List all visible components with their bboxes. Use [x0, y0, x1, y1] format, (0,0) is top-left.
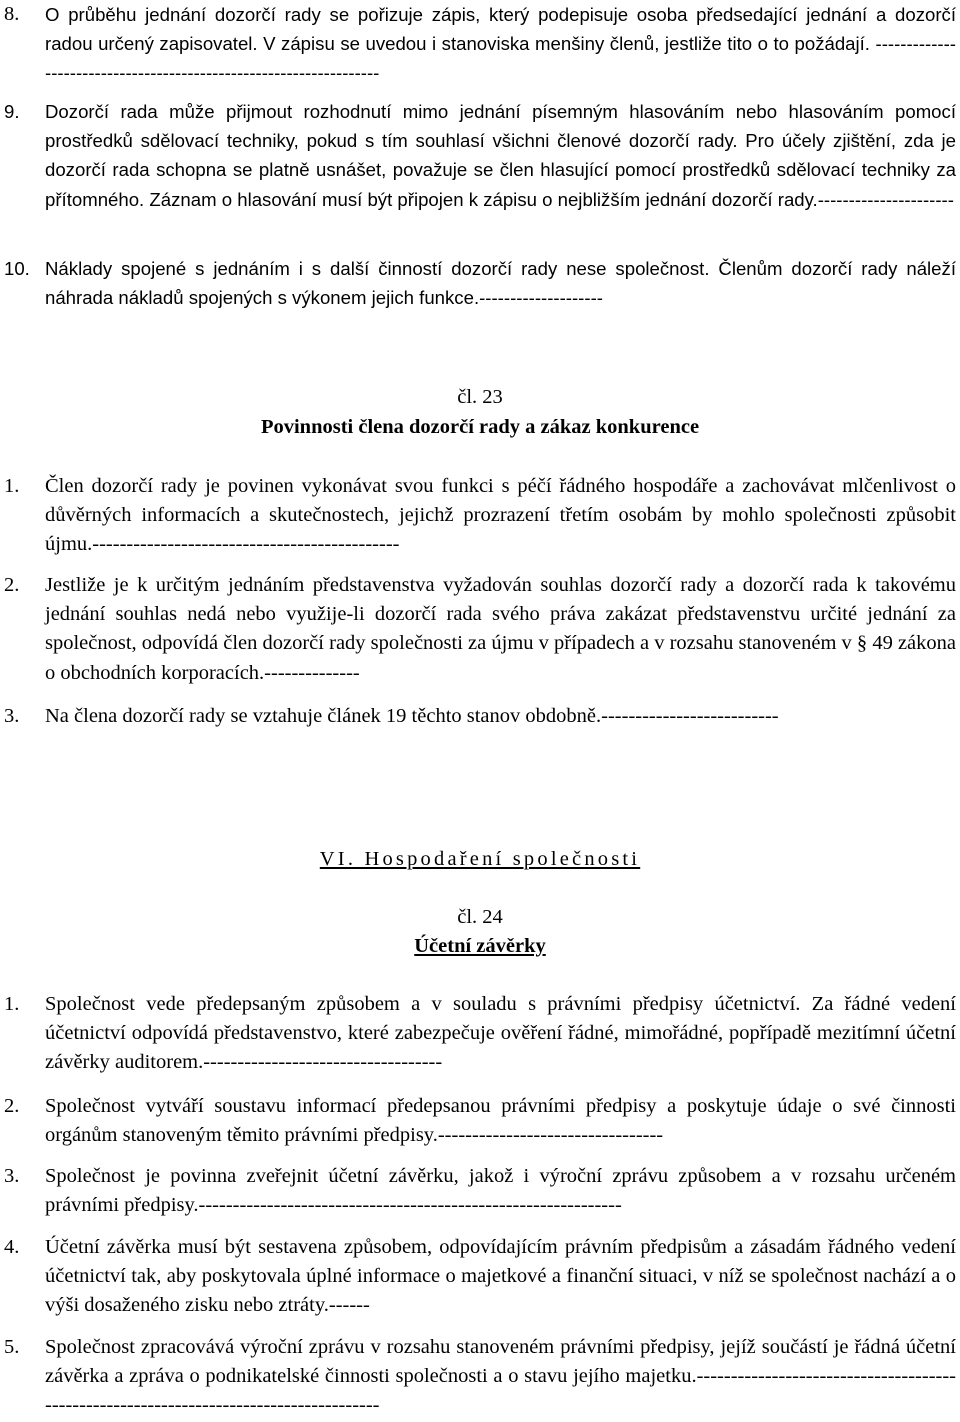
clause-number: 9.	[4, 101, 20, 122]
clause-number: 3.	[4, 705, 20, 727]
article-23-number: čl. 23	[457, 386, 503, 408]
clause-number: 10.	[4, 258, 30, 279]
article-24-title: Účetní závěrky	[414, 935, 546, 957]
clause-text: Člen dozorčí rady je povinen vykonávat svou funkci s péčí řádného hospodáře a zachovávat mlčenlivost o důvěrných informacích a skutečnostech, jejichž prozrazení třetím osobám by mohlo společnosti způsobit újmu.---------------------------------------------	[45, 475, 956, 556]
clause-number: 2.	[4, 574, 20, 596]
art24-clause-2	[0, 1092, 960, 1150]
clause-text: Společnost vytváří soustavu informací předepsanou právními předpisy a poskytuje údaje o své činnosti orgánům stanoveným těmito právními předpisy.---------------------------------	[45, 1095, 956, 1147]
clause-number: 4.	[4, 1236, 20, 1258]
clause-text: Účetní závěrka musí být sestavena způsobem, odpovídajícím právním předpisům a zásadám řádného vedení účetnictví tak, aby poskytovala úplné informace o majetkové a finanční situaci, v níž se společnost nachází a o výši dosaženého zisku nebo ztráty.------	[45, 1236, 956, 1317]
article-24-number: čl. 24	[457, 906, 503, 928]
clause-number: 5.	[4, 1336, 20, 1358]
clause-9	[0, 97, 960, 214]
clause-text: Jestliže je k určitým jednáním představenstva vyžadován souhlas dozorčí rady a dozorčí rada k takovému jednání souhlas nedá nebo využije-li dozorčí rada svého práva zakázat představenstvu určité jednání za společnost, odpovídá člen dozorčí rady společnosti za újmu v případech a v rozsahu stanoveném v § 49 zákona o obchodních korporacích.--------------	[45, 574, 956, 684]
clause-text: Na člena dozorčí rady se vztahuje článek 19 těchto stanov obdobně.--------------------------	[45, 705, 779, 727]
clause-text: Dozorčí rada může přijmout rozhodnutí mimo jednání písemným hlasováním nebo hlasováním pomocí prostředků sdělovací techniky, pokud s tím souhlasí všichni členové dozorčí rady. Pro účely zjištění, zda je dozorčí rada schopna se platně usnášet, považuje se člen hlasující pomocí prostředků sdělovací techniky za přítomného. Záznam o hlasování musí být připojen k zápisu o nejbližším jednání dozorčí rady.----------------------	[45, 101, 956, 210]
clause-10	[0, 254, 960, 312]
clause-number: 1.	[4, 993, 20, 1015]
clause-8	[0, 0, 960, 88]
art24-clause-5	[0, 1333, 960, 1421]
clause-text: Společnost je povinna zveřejnit účetní závěrku, jakož i výroční zprávu způsobem a v rozsahu určeném právními předpisy.--------------------------------------------------------------	[45, 1165, 956, 1217]
clause-number: 8.	[4, 3, 20, 25]
clause-number: 1.	[4, 475, 20, 497]
clause-number: 3.	[4, 1165, 20, 1187]
art23-clause-1	[0, 472, 960, 560]
clause-text: O průběhu jednání dozorčí rady se pořizuje zápis, který podepisuje osoba předsedající jednání a dozorčí radou určený zapisovatel. V zápisu se uvedou i stanoviska menšiny členů, jestliže tito o to požádají. -------------------------------------------------------------------	[45, 4, 956, 84]
clause-text: Náklady spojené s jednáním i s další činností dozorčí rady nese společnost. Členům dozorčí rady náleží náhrada nákladů spojených s výkonem jejich funkce.--------------------	[45, 258, 956, 309]
art24-clause-3	[0, 1162, 960, 1220]
art24-clause-1	[0, 990, 960, 1078]
clause-text: Společnost zpracovává výroční zprávu v rozsahu stanoveném právními předpisy, jejíž součástí je řádná účetní závěrka a zpráva o podnikatelské činnosti společnosti a o stavu jejího majetku.---------------------------------------------------------------------------------------	[45, 1336, 956, 1417]
clause-number: 2.	[4, 1095, 20, 1117]
art24-clause-4	[0, 1233, 960, 1321]
art23-clause-2	[0, 571, 960, 688]
clause-text: Společnost vede předepsaným způsobem a v souladu s právními předpisy účetnictví. Za řádné vedení účetnictví odpovídá představenstvo, které zabezpečuje ověření řádné, mimořádné, popřípadě mezitímní účetní závěrky auditorem.-----------------------------------	[45, 993, 956, 1074]
article-23-title: Povinnosti člena dozorčí rady a zákaz konkurence	[260, 416, 700, 438]
section-6-heading: VI. Hospodaření společnosti	[319, 848, 641, 870]
art23-clause-3	[0, 702, 960, 731]
